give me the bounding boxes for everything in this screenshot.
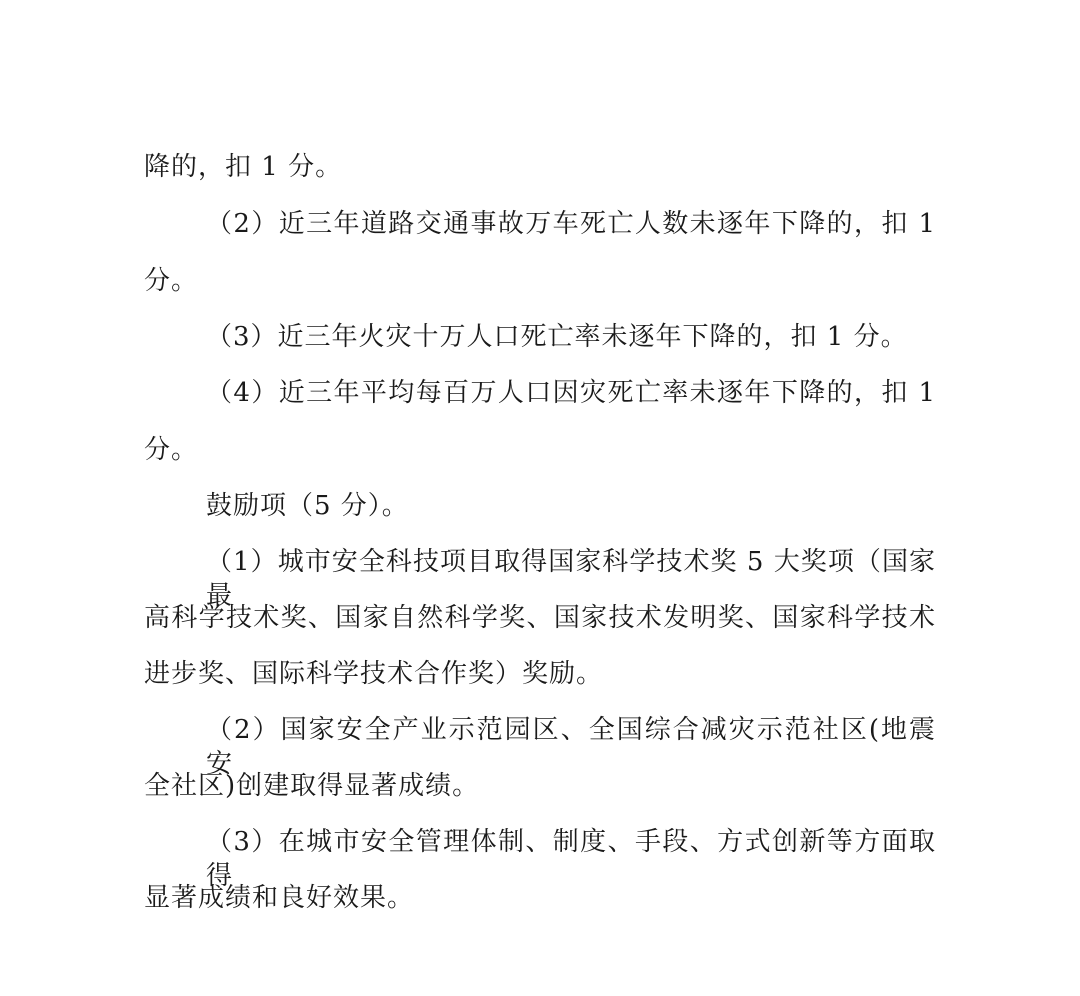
paragraph-line: （2）国家安全产业示范园区、全国综合减灾示范社区(地震安 <box>206 715 936 779</box>
paragraph-line: （3）近三年火灾十万人口死亡率未逐年下降的，扣 1 分。 <box>206 322 908 352</box>
paragraph-line: （3）在城市安全管理体制、制度、手段、方式创新等方面取得 <box>206 827 936 891</box>
paragraph-line: （1）城市安全科技项目取得国家科学技术奖 5 大奖项（国家最 <box>206 547 936 611</box>
section-heading: 鼓励项（5 分）。 <box>206 491 409 521</box>
paragraph-line: 进步奖、国际科学技术合作奖）奖励。 <box>144 659 604 689</box>
paragraph-line: 分。 <box>144 435 199 465</box>
paragraph-line: 高科学技术奖、国家自然科学奖、国家技术发明奖、国家科学技术 <box>144 603 936 633</box>
paragraph-line: （4）近三年平均每百万人口因灾死亡率未逐年下降的，扣 1 <box>206 378 936 408</box>
paragraph-line: （2）近三年道路交通事故万车死亡人数未逐年下降的，扣 1 <box>206 209 936 239</box>
paragraph-line: 全社区)创建取得显著成绩。 <box>144 771 480 801</box>
paragraph-line: 降的，扣 1 分。 <box>144 152 343 182</box>
paragraph-line: 显著成绩和良好效果。 <box>144 883 415 913</box>
paragraph-line: 分。 <box>144 266 199 296</box>
